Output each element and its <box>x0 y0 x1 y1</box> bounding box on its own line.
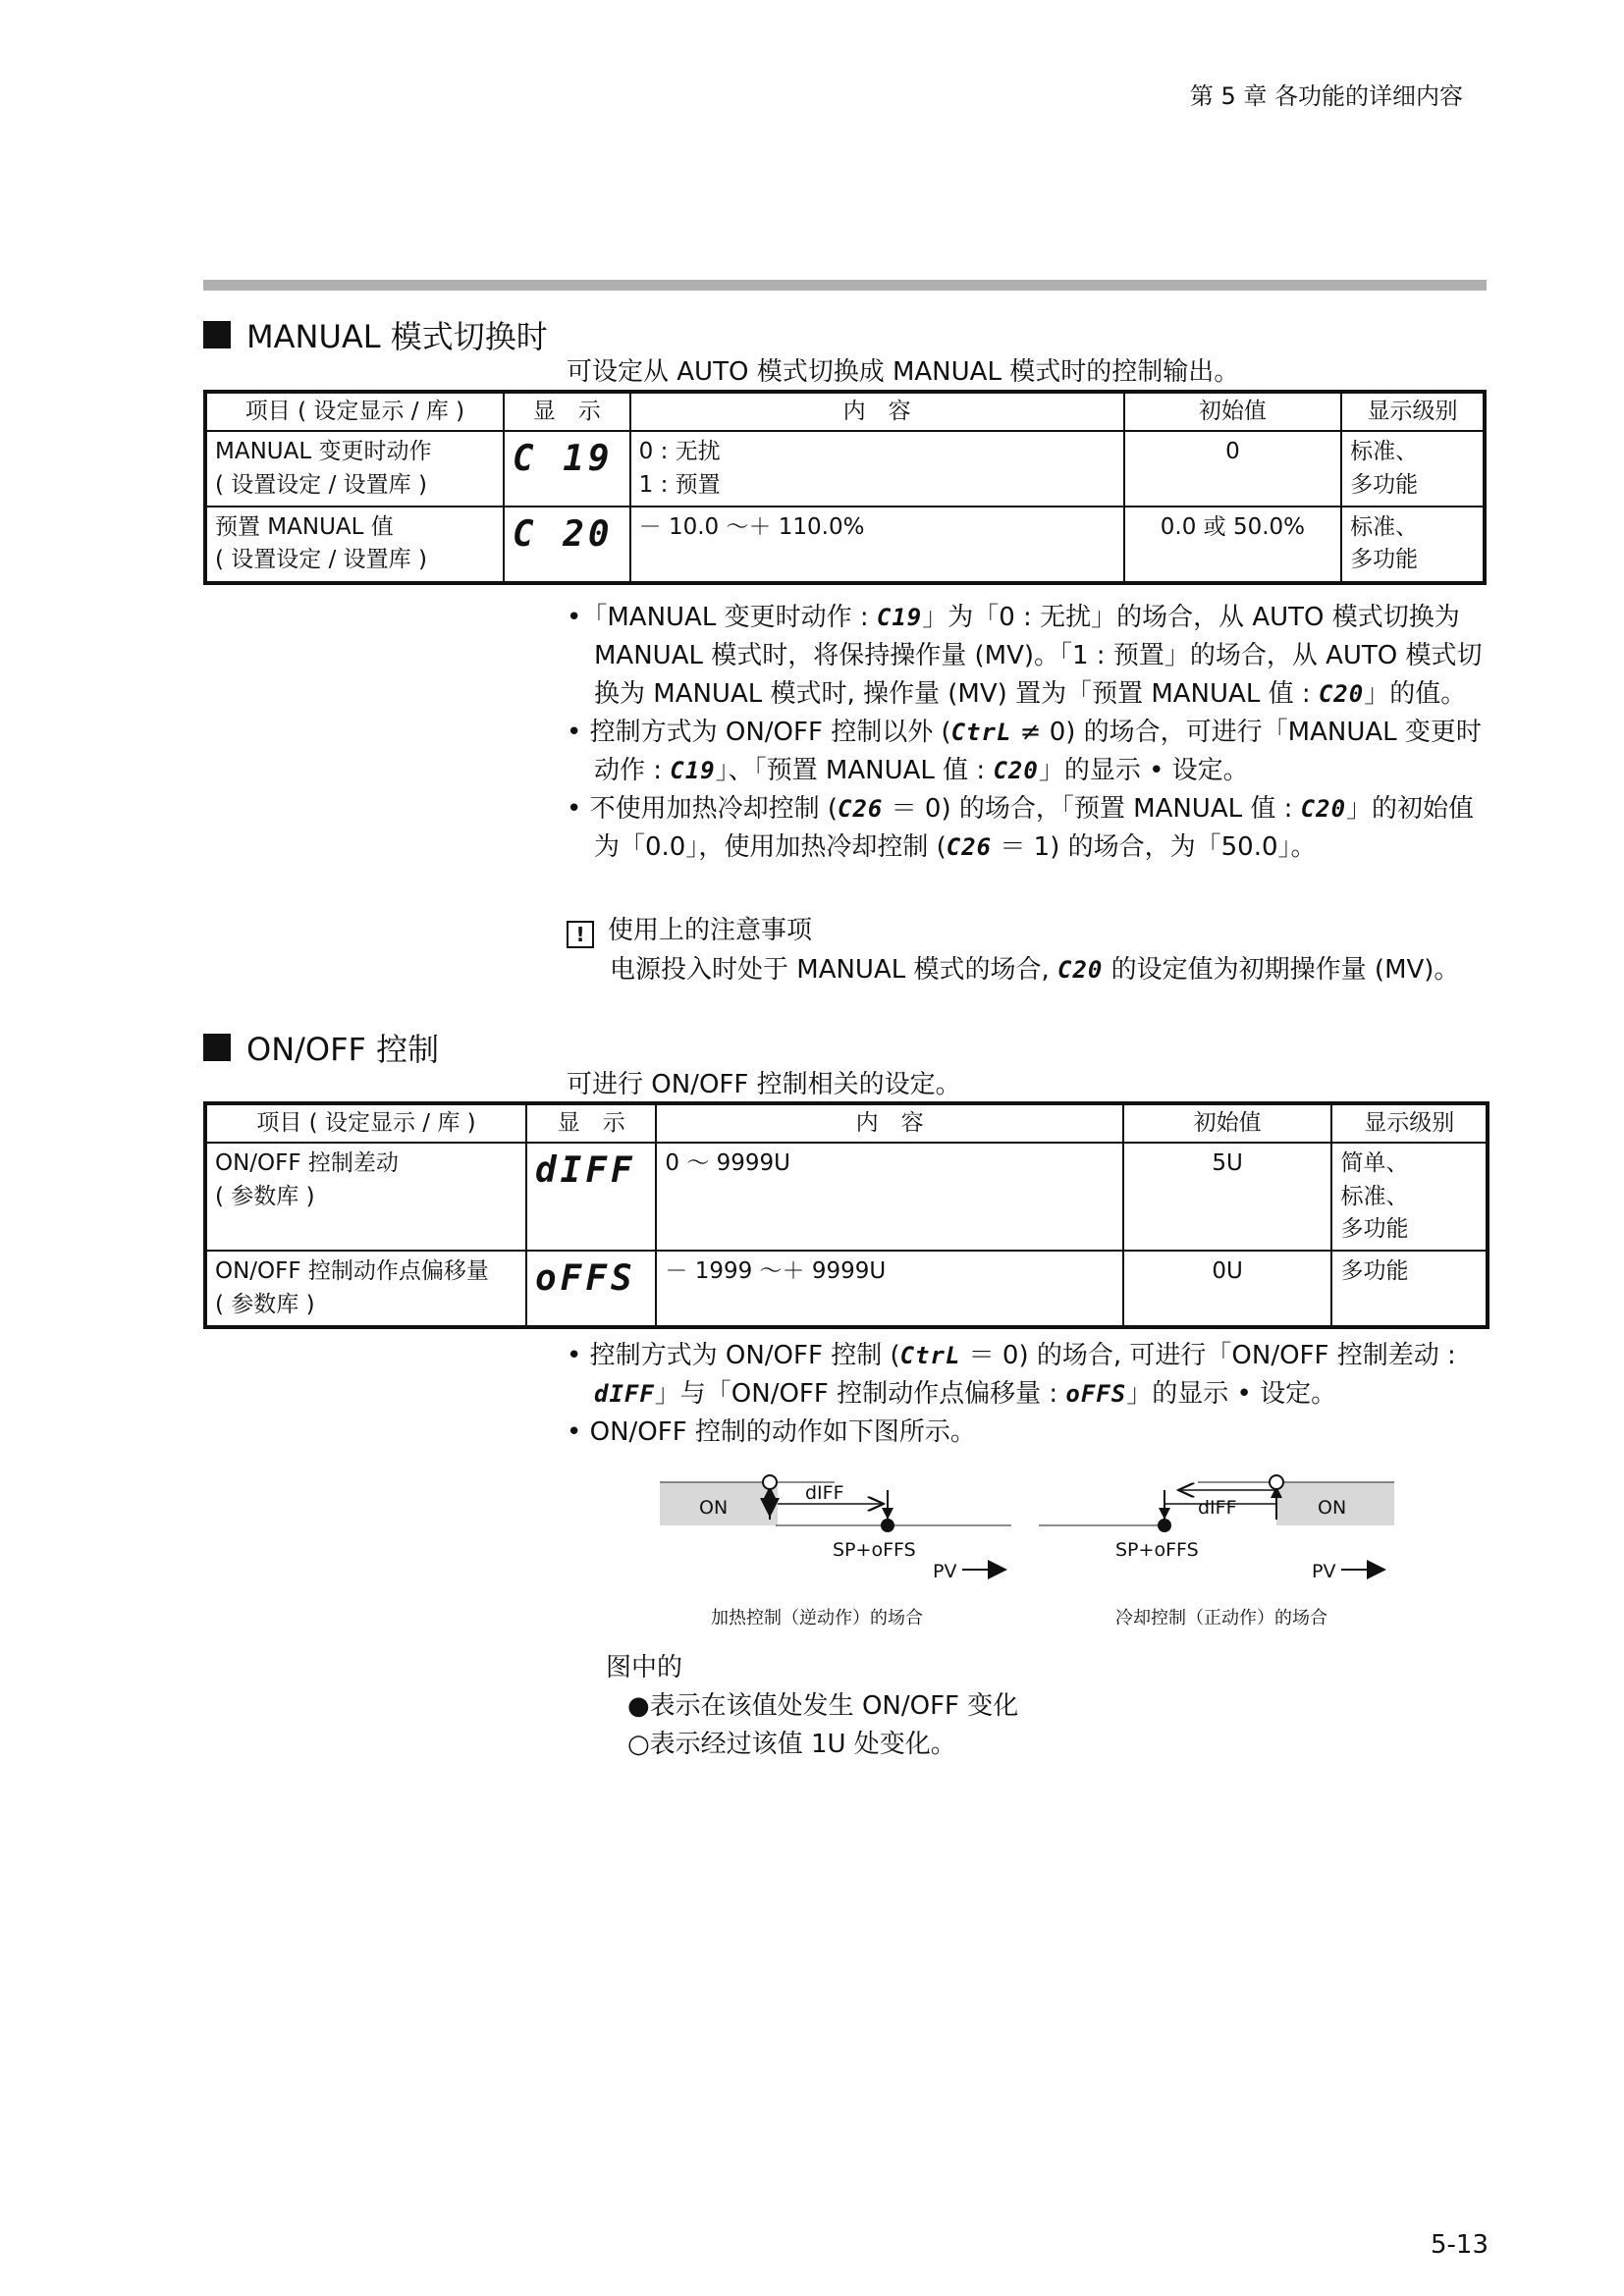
header-level: 显示级别 <box>1341 392 1485 431</box>
manual-settings-table <box>203 390 1487 585</box>
pv-label: PV <box>933 1561 957 1582</box>
onoff-notes <box>567 1337 1489 1452</box>
table-row <box>205 431 1485 507</box>
section-title-text: ON/OFF 控制 <box>246 1031 440 1068</box>
seven-seg-display: oFFS <box>535 1258 636 1300</box>
level-line: 标准、 <box>1350 439 1419 465</box>
pv-label: PV <box>1312 1561 1336 1582</box>
bullet-item: • 控制方式为 ON/OFF 控制以外 (CtrL ≠ 0) 的场合，可进行「MANUAL 变更时动作 : C19」、「预置 MANUAL 值 : C20」的显示 • 设定。 <box>567 718 1482 785</box>
item-bank: ( 设置设定 / 设置库 ) <box>215 547 427 573</box>
header-display: 显 示 <box>526 1103 656 1143</box>
section-square-icon <box>203 321 231 348</box>
section-intro: 可进行 ON/OFF 控制相关的设定。 <box>567 1070 961 1099</box>
header-content: 内 容 <box>630 392 1124 431</box>
diff-label: dIFF <box>805 1482 844 1504</box>
header-content: 内 容 <box>656 1103 1122 1143</box>
manual-notes <box>567 599 1489 867</box>
item-bank: ( 设置设定 / 设置库 ) <box>215 471 427 498</box>
bullet-item: •「MANUAL 变更时动作 : C19」为「0 : 无扰」的场合，从 AUTO 模式切换为 MANUAL 模式时，将保持操作量 (MV)。「1 : 预置」的场合，从 AUTO 模式切换为 MANUAL 模式时, 操作量 (MV) 置为「预置 MANUAL 值 : C20」的值。 <box>567 603 1483 709</box>
onoff-settings-table <box>203 1101 1489 1329</box>
item-name: ON/OFF 控制动作点偏移量 <box>215 1258 489 1285</box>
usage-notice <box>567 911 1459 989</box>
onoff-action-diagram <box>648 1463 1394 1639</box>
section-intro: 可设定从 AUTO 模式切换成 MANUAL 模式时的控制输出。 <box>567 357 1240 387</box>
item-name: 预置 MANUAL 值 <box>215 514 394 541</box>
table-header-row <box>205 392 1485 431</box>
header-level: 显示级别 <box>1331 1103 1488 1143</box>
sp-label: SP+oFFS <box>1115 1539 1199 1561</box>
bullet-item: • 控制方式为 ON/OFF 控制 (CtrL ＝ 0) 的场合, 可进行「ON/OFF 控制差动 : dIFF」与「ON/OFF 控制动作点偏移量 : oFFS」的显示 • 设定。 <box>567 1341 1456 1409</box>
legend-title: 图中的 <box>606 1653 683 1682</box>
item-bank: ( 参数库 ) <box>215 1291 315 1317</box>
table-row <box>205 1143 1488 1251</box>
page-number: 5-13 <box>1430 2230 1489 2260</box>
item-name: MANUAL 变更时动作 <box>215 439 432 465</box>
on-label: ON <box>699 1497 729 1519</box>
seven-seg-display: dIFF <box>535 1150 636 1192</box>
initial-value: 0 <box>1124 431 1341 507</box>
item-name: ON/OFF 控制差动 <box>215 1150 399 1177</box>
bullet-item: • 不使用加热冷却控制 (C26 ＝ 0) 的场合，「预置 MANUAL 值 : C20」的初始值为「0.0」，使用加热冷却控制 (C26 ＝ 1) 的场合，为「50.0」。 <box>567 794 1475 862</box>
sp-label: SP+oFFS <box>833 1539 916 1561</box>
warning-icon: ! <box>567 921 594 948</box>
initial-value: 0.0 或 50.0% <box>1124 507 1341 583</box>
level-line: 标准、 <box>1340 1183 1409 1209</box>
open-circle-marker <box>763 1475 777 1489</box>
cooling-caption: 冷却控制（正动作）的场合 <box>1115 1608 1327 1629</box>
level-line: 多功能 <box>1350 547 1419 573</box>
table-row <box>205 507 1485 583</box>
content-line: 0 : 无扰 <box>638 439 721 465</box>
table-row <box>205 1251 1488 1327</box>
section-title-manual <box>203 312 548 357</box>
cooling-diagram <box>1039 1475 1394 1629</box>
filled-circle-marker <box>881 1519 894 1532</box>
heating-caption: 加热控制（逆动作）的场合 <box>711 1608 923 1629</box>
header-item: 项目 ( 设定显示 / 库 ) <box>205 392 504 431</box>
level-line: 多功能 <box>1350 471 1419 498</box>
filled-circle-marker <box>1158 1519 1171 1532</box>
on-label: ON <box>1318 1497 1347 1519</box>
section-divider <box>203 280 1487 291</box>
content-line: 1 : 预置 <box>638 471 721 498</box>
legend-open: ○表示经过该值 1U 处变化。 <box>627 1730 956 1759</box>
content-value: 0 ～ 9999U <box>656 1143 1122 1251</box>
bullet-item: • ON/OFF 控制的动作如下图所示。 <box>567 1417 976 1447</box>
level-line: 多功能 <box>1340 1258 1409 1285</box>
content-value: － 1999 ～＋ 9999U <box>656 1251 1122 1327</box>
heating-diagram <box>660 1475 1011 1629</box>
header-display: 显 示 <box>504 392 630 431</box>
header-item: 项目 ( 设定显示 / 库 ) <box>205 1103 526 1143</box>
item-bank: ( 参数库 ) <box>215 1183 315 1209</box>
header-initial: 初始值 <box>1124 392 1341 431</box>
chapter-header: 第 5 章 各功能的详细内容 <box>1189 82 1463 110</box>
notice-title: 使用上的注意事项 <box>608 916 813 945</box>
level-line: 简单、 <box>1340 1150 1409 1177</box>
legend-filled: ●表示在该值处发生 ON/OFF 变化 <box>627 1691 1019 1721</box>
initial-value: 0U <box>1123 1251 1332 1327</box>
section-title-onoff <box>203 1025 439 1070</box>
content-line: － 10.0 ～＋ 110.0% <box>638 514 865 541</box>
diagram-legend <box>606 1649 1018 1764</box>
open-circle-marker <box>1270 1475 1283 1489</box>
diff-label: dIFF <box>1198 1497 1237 1519</box>
section-square-icon <box>203 1034 231 1061</box>
initial-value: 5U <box>1123 1143 1332 1251</box>
level-line: 多功能 <box>1340 1216 1409 1243</box>
level-line: 标准、 <box>1350 514 1419 541</box>
table-header-row <box>205 1103 1488 1143</box>
notice-text: 电源投入时处于 MANUAL 模式的场合, C20 的设定值为初期操作量 (MV)。 <box>610 955 1460 985</box>
section-title-text: MANUAL 模式切换时 <box>246 318 548 355</box>
seven-seg-display: C 20 <box>512 514 614 556</box>
seven-seg-display: C 19 <box>512 439 614 480</box>
header-initial: 初始值 <box>1123 1103 1332 1143</box>
